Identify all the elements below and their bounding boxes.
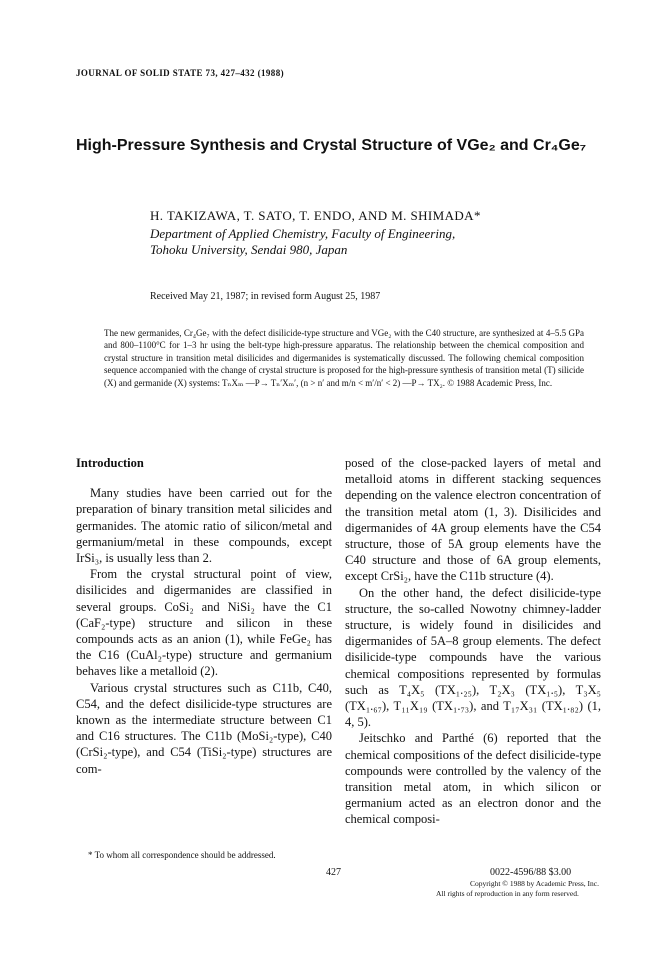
affiliation xyxy=(150,226,455,258)
footnote: * To whom all correspondence should be addressed. xyxy=(88,850,276,860)
abstract-text: The new germanides, Cr₄Ge₇ with the defect disilicide-type structure and VGe₂ with the C40 structure, are synthesized at 4–5.5 GPa and 800–1100°C for 1–3 hr using the belt-type high-pressure apparatus. The relationship between the chemical composition and crystal structure in transition metal disilicides and digermanides is systematically discussed. The following chemical composition sequence accompanied with the change of crystal structure is proposed for the high-pressure synthesis of transition metal (T) silicide (X) and germanide (X) systems: TₙXₘ —P→ Tₙ′Xₘ′, (n > n′ and m/n < m′/n′ < 2) —P→ TX₂. © 1988 Academic Press, Inc. xyxy=(104,328,584,388)
article-title: High-Pressure Synthesis and Crystal Structure of VGe₂ and Cr₄Ge₇ xyxy=(76,137,587,154)
section-heading-introduction: Introduction xyxy=(76,456,144,470)
rights-notice: All rights of reproduction in any form reserved. xyxy=(436,889,579,898)
journal-header: JOURNAL OF SOLID STATE 73, 427–432 (1988) xyxy=(76,68,285,78)
right-column xyxy=(345,455,601,828)
paragraph: Many studies have been carried out for the preparation of binary transition metal silicides and germanides. The atomic ratio of silicon/metal and germanium/metal in these compounds, except IrSi₃, is usually less than 2. xyxy=(76,486,332,566)
author-list: H. TAKIZAWA, T. SATO, T. ENDO, AND M. SHIMADA* xyxy=(150,208,481,223)
page-number: 427 xyxy=(326,867,341,878)
paragraph: Various crystal structures such as C11b, C40, C54, and the defect disilicide-type structures are known as the intermediate structure between C1 and C16 structures. The C11b (MoSi₂-type), C40 (CrSi₂-type), and C54 (TiSi₂-type) structures are com- xyxy=(76,680,332,776)
affiliation-line-1: Department of Applied Chemistry, Faculty of Engineering, xyxy=(150,226,456,241)
affiliation-line-2: Tohoku University, Sendai 980, Japan xyxy=(150,242,348,257)
received-dates: Received May 21, 1987; in revised form August 25, 1987 xyxy=(150,291,381,302)
paragraph: From the crystal structural point of view, disilicides and digermanides are classified in several groups. CoSi₂ and NiSi₂ have the C1 (CaF₂-type) structure and silicon in these compounds acts as an anion (1), while FeGe₂ has the C16 (CuAl₂-type) structure and germanium behaves like a metalloid (2). xyxy=(76,567,332,679)
article-code: 0022-4596/88 $3.00 xyxy=(490,867,572,878)
copyright-notice: Copyright © 1988 by Academic Press, Inc. xyxy=(470,879,600,888)
paragraph: Jeitschko and Parthé (6) reported that the chemical compositions of the defect disilicide-type compounds were controlled by the valency of the transition metal atom, in which silicon or germanium acted as an electron donor and the chemical composi- xyxy=(345,731,601,827)
left-column xyxy=(76,455,332,777)
paragraph: On the other hand, the defect disilicide-type structure, the so-called Nowotny chimney-ladder structure, is widely found in disilicides and digermanides of 5A–8 group elements. The defect disilicide-type compounds have the various chemical compositions represented by formulas such as T₄X₅ (TX₁.₂₅), T₂X₃ (TX₁.₅), T₃X₅ (TX₁.₆₇), T₁₁X₁₉ (TX₁.₇₃), and T₁₇X₃₁ (TX₁.₈₂) (1, 4, 5). xyxy=(345,585,601,730)
paragraph: posed of the close-packed layers of metal and metalloid atoms in different stacking sequences depending on the valence electron concentration of the transition metal atom (1, 3). Disilicides and digermanides of 4A group elements have the C54 structure, those of 5A group elements have the C40 structure and those of 6A group elements, except CrSi₂, have the C11b structure (4). xyxy=(345,456,601,584)
abstract xyxy=(104,327,584,389)
